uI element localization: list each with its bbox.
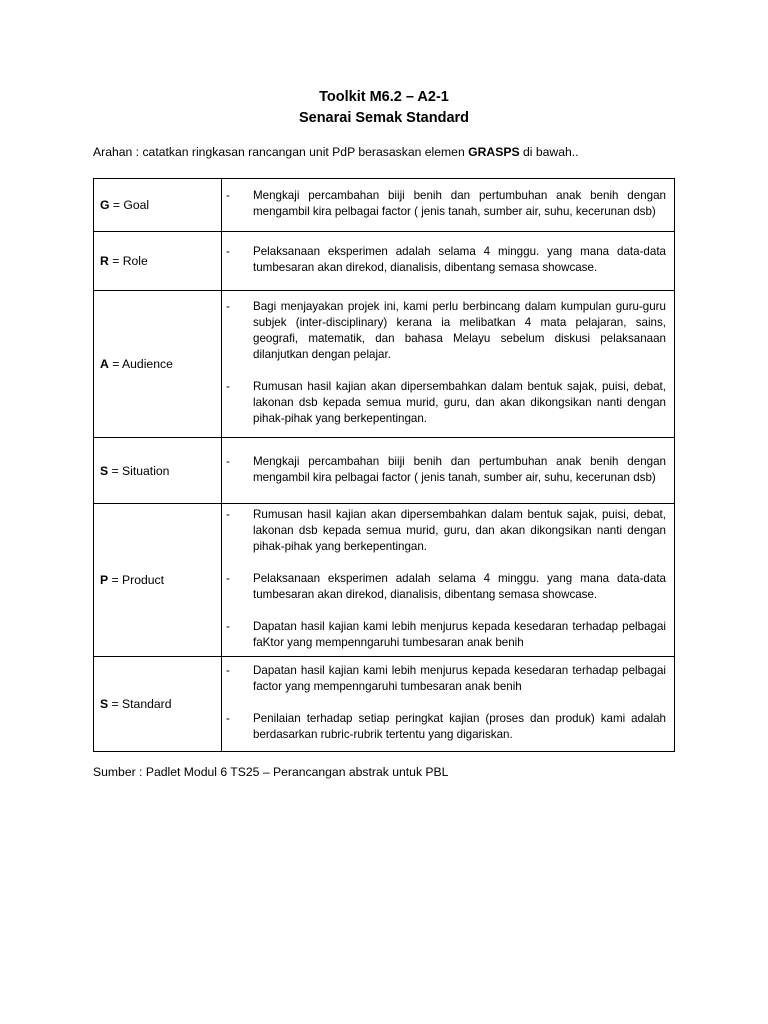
list-item	[222, 379, 666, 427]
bullet-dash: -	[226, 712, 230, 725]
row-label	[94, 291, 222, 438]
bullet-dash: -	[226, 620, 230, 633]
list-item-text: Mengkaji percambahan biiji benih dan pertumbuhan anak benih dengan mengambil kira pelbagai factor ( jenis tanah, sumber air, suhu, kecerunan dsb)	[253, 454, 666, 484]
bullet-dash: -	[226, 189, 230, 202]
instruction-text	[93, 145, 579, 159]
grasps-table	[93, 178, 675, 752]
bullet-dash: -	[226, 245, 230, 258]
row-label-text: = Goal	[109, 198, 150, 212]
table-row	[94, 657, 675, 752]
row-content	[222, 438, 675, 504]
row-content	[222, 179, 675, 232]
row-key: G	[100, 198, 110, 212]
row-label-text: = Standard	[108, 697, 172, 711]
table-row	[94, 438, 675, 504]
row-key: S	[100, 697, 109, 711]
bullet-dash: -	[226, 508, 230, 521]
list-item	[222, 244, 666, 276]
list-item	[222, 619, 666, 651]
row-label	[94, 504, 222, 657]
bullet-dash: -	[226, 380, 230, 393]
instruction-suffix: di bawah..	[519, 145, 579, 159]
row-label	[94, 657, 222, 752]
document-title: Toolkit M6.2 – A2-1	[319, 89, 449, 105]
table-row	[94, 179, 675, 232]
list-item-text: Mengkaji percambahan biiji benih dan pertumbuhan anak benih dengan mengambil kira pelbagai factor ( jenis tanah, sumber air, suhu, kecerunan dsb)	[253, 189, 666, 218]
table-row	[94, 504, 675, 657]
list-item	[222, 663, 666, 695]
table-row	[94, 232, 675, 291]
list-item-text: Rumusan hasil kajian akan dipersembahkan dalam bentuk sajak, puisi, debat, lakonan dsb kepada semua murid, guru, dan akan dikongsikan nanti dengan pihak-pihak yang berkepentingan.	[253, 380, 666, 425]
bullet-dash: -	[226, 454, 230, 468]
list-item-text: Dapatan hasil kajian kami lebih menjurus kepada kesedaran terhadap pelbagai faKtor yang mempenngaruhi tumbesaran anak benih	[253, 620, 666, 649]
list-item	[222, 507, 666, 555]
row-key: P	[100, 573, 109, 587]
document-subtitle: Senarai Semak Standard	[298, 110, 470, 126]
row-label-text: = Audience	[108, 357, 173, 371]
source-note: Sumber : Padlet Modul 6 TS25 – Perancangan abstrak untuk PBL	[93, 765, 449, 779]
instruction-prefix: Arahan : catatkan ringkasan rancangan unit PdP berasaskan elemen	[93, 145, 469, 159]
table-row	[94, 291, 675, 438]
row-label	[94, 438, 222, 504]
list-item-text: Rumusan hasil kajian akan dipersembahkan dalam bentuk sajak, puisi, debat, lakonan dsb kepada semua murid, guru, dan akan dikongsikan nanti dengan pihak-pihak yang berkepentingan.	[253, 508, 666, 553]
row-content	[222, 291, 675, 438]
row-key: A	[100, 357, 109, 371]
row-key: S	[100, 463, 109, 478]
grasps-table-body	[94, 179, 675, 752]
list-item-text: Pelaksanaan eksperimen adalah selama 4 minggu. yang mana data-data tumbesaran akan direkod, dianalisis, dibentang semasa showcase.	[253, 245, 666, 274]
row-key: R	[100, 254, 109, 268]
bullet-dash: -	[226, 300, 230, 313]
row-label-text: = Product	[108, 573, 165, 587]
instruction-emphasis: GRASPS	[468, 145, 520, 159]
row-label-text: = Role	[108, 254, 148, 268]
row-label	[94, 179, 222, 232]
list-item-text: Pelaksanaan eksperimen adalah selama 4 minggu. yang mana data-data tumbesaran akan direkod, dianalisis, dibentang semasa showcase.	[253, 572, 666, 601]
list-item-text: Penilaian terhadap setiap peringkat kajian (proses dan produk) kami adalah berdasarkan rubric-rubrik tertentu yang digariskan.	[253, 712, 666, 741]
row-label	[94, 232, 222, 291]
list-item	[222, 571, 666, 603]
list-item-text: Bagi menjayakan projek ini, kami perlu berbincang dalam kumpulan guru-guru subjek (inter-disciplinary) kerana ia melibatkan 4 mata pelajaran, sains, geografi, matematik, dan bahasa Melayu sebelum diskusi pelaksanaan dilanjutkan dengan pelajar.	[253, 300, 666, 361]
list-item-text: Dapatan hasil kajian kami lebih menjurus kepada kesedaran terhadap pelbagai factor yang mempenngaruhi tumbesaran anak benih	[253, 664, 666, 693]
list-item	[222, 711, 666, 743]
list-item	[222, 299, 666, 363]
bullet-dash: -	[226, 572, 230, 585]
list-item	[222, 454, 666, 486]
row-content	[222, 232, 675, 291]
row-content	[222, 657, 675, 752]
row-label-text: = Situation	[108, 463, 170, 478]
list-item	[222, 188, 666, 220]
bullet-dash: -	[226, 664, 230, 677]
row-content	[222, 504, 675, 657]
